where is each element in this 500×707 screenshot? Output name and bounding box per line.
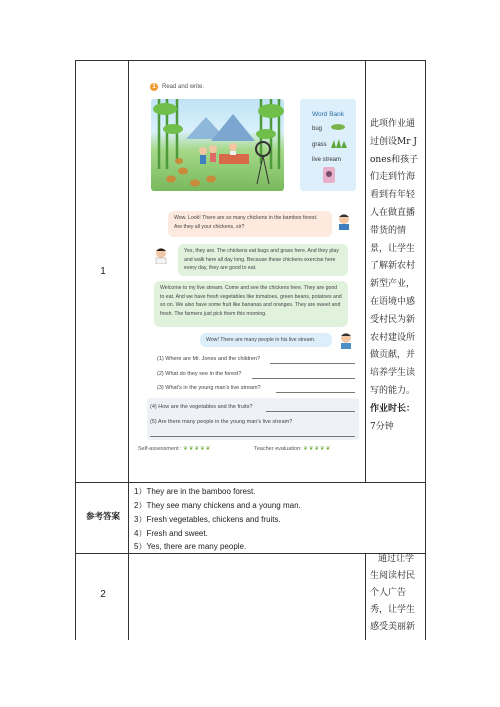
time-label: 作业时长： [370,403,416,414]
self-assessment [138,446,211,452]
self-assessment-leaf-icons[interactable]: ❦❦❦❦❦ [183,446,212,452]
farmer-avatar-icon [154,247,168,264]
question-5: (5) Are there many people in the young man's live stream? [150,419,293,425]
word-bank-title: Word Bank [312,111,345,118]
answer-line-2[interactable] [252,378,355,379]
question-2: (2) What do they see in the forest? [157,371,242,377]
answer-line-3[interactable] [276,392,355,393]
self-assessment-label: Self-assessment : [138,446,182,452]
question-3: (3) What's in the young man's live stream? [157,385,261,391]
bug-icon [330,123,346,131]
dialogue-bubble-2: Yes, they are. The chickens eat bugs and grass here. And they play and walk here all day long. Because these chickens exercise here every day, they are good to eat. [178,244,348,276]
row-number-1: 1 [100,266,106,277]
answer-2: 2）They see many chickens and a young man. [134,501,301,510]
teacher-evaluation-label: Teacher evaluation: [254,446,302,452]
exercise-badge: 1 [150,83,158,91]
boy-avatar-icon [339,332,353,349]
dialogue-bubble-3: Welcome to my live stream. Come and see the chickens here. They are good to eat. And we have fresh vegetables like tomatoes, green beans, potatoes and so on. We also have some fruit like bananas and oranges. They are sweet and fresh. The farmers just pick them this morning. [154,281,348,327]
dialogue-bubble-1: Wow. Look! There are so many chickens in the bamboo forest. Are they all your chickens, sir? [168,211,332,237]
answer-line-5[interactable] [150,436,355,437]
exercise-heading [150,83,204,91]
bamboo-scene-art [151,99,284,191]
word-bank [300,99,356,191]
answer-5: 5）Yes, there are many people. [134,542,247,551]
answer-4: 4）Fresh and sweet. [134,529,208,538]
answer-line-4[interactable] [266,411,355,412]
row-number-2: 2 [100,589,106,600]
design-rationale-1-text: 此项作业通过创设Mr Jones和孩子们走到竹海看到有年轻人在做直播带货的情景，让学生了解新农村新型产业，在语境中感受村民为新农村建设所做贡献，并培养学生读写的能力。 [370,119,419,396]
time-value: 7分钟 [370,421,394,432]
teacher-evaluation [254,446,331,452]
word-bank-item-bug: bug [312,126,323,132]
man-avatar-icon [337,213,351,230]
exercise-instruction: Read and write. [162,84,205,90]
bamboo-forest-illustration [151,99,284,191]
answer-3: 3）Fresh vegetables, chickens and fruits. [134,515,281,524]
answer-1: 1）They are in the bamboo forest. [134,487,256,496]
design-rationale-1 [370,116,422,436]
teacher-evaluation-leaf-icons[interactable]: ❦❦❦❦❦ [303,446,332,452]
live-stream-phone-icon [322,166,336,184]
word-bank-item-live-stream: live stream [312,157,342,163]
design-rationale-2: 通过让学生阅读村民个人广告秀，让学生感受美丽新 [370,554,416,632]
word-bank-item-grass: grass [312,142,327,148]
answer-row-label: 参考答案 [85,512,120,522]
question-4: (4) How are the vegetables and the fruits? [150,404,253,410]
dialogue-bubble-4: Wow! There are many people in his live stream. [200,333,332,347]
question-1: (1) Where are Mr. Jones and the children? [157,356,261,362]
answer-line-1[interactable] [270,363,355,364]
grass-icon [330,138,348,148]
